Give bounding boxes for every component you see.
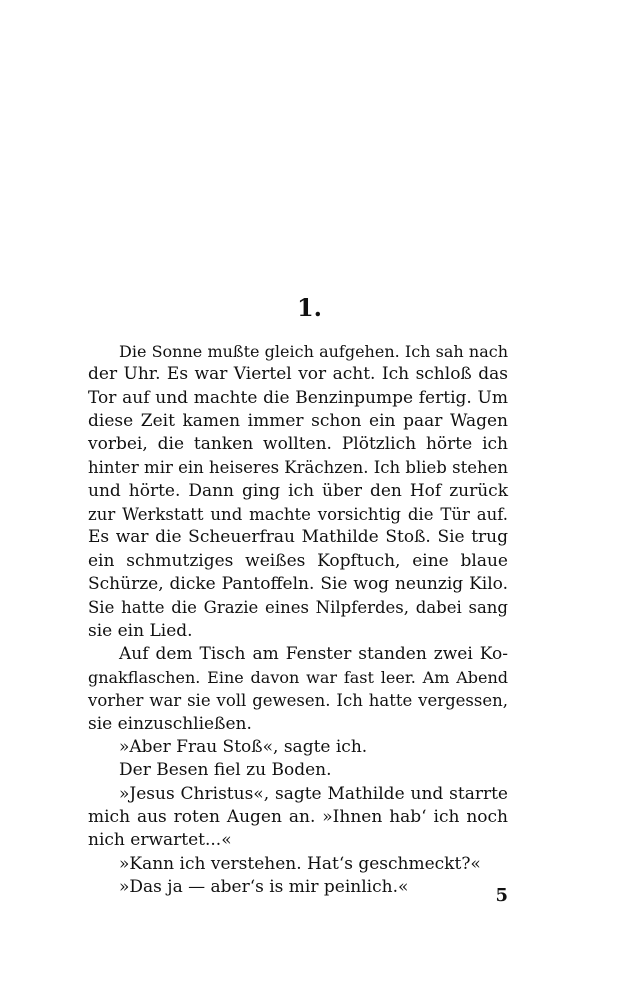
body-text [88, 340, 508, 899]
text-line: diese Zeit kamen immer schon ein paar Wagen [88, 410, 508, 431]
text-line: Schürze, dicke Pantoffeln. Sie wog neunzig Kilo. [88, 573, 508, 594]
text-line: Es war die Scheuerfrau Mathilde Stoß. Sie trug [88, 527, 508, 548]
text-line: Die Sonne mußte gleich aufgehen. Ich sah nach [119, 342, 508, 361]
chapter-title: 1. [296, 293, 323, 322]
text-line: Tor auf und machte die Benzinpumpe fertig. Um [88, 387, 508, 408]
text-line: vorbei, die tanken wollten. Plötzlich hörte ich [88, 434, 508, 455]
text-line: sie einzuschließen. [88, 713, 252, 734]
page-number: 5 [495, 885, 508, 906]
text-line: gnakflaschen. Eine davon war fast leer. Am Abend [88, 668, 508, 688]
text-line: mich aus roten Augen an. »Ihnen hab‘ ich noch [88, 806, 508, 827]
text-line: »Kann ich verstehen. Hat‘s geschmeckt?« [119, 853, 481, 874]
text-line: Auf dem Tisch am Fenster standen zwei Ko- [119, 643, 508, 664]
text-line: »Das ja — aber‘s is mir peinlich.« [119, 876, 409, 897]
text-line: ein schmutziges weißes Kopftuch, eine blaue [88, 550, 508, 571]
text-line: sie ein Lied. [88, 620, 193, 641]
text-line: »Jesus Christus«, sagte Mathilde und starrte [119, 783, 508, 804]
text-line: der Uhr. Es war Viertel vor acht. Ich schloß das [88, 364, 508, 385]
text-line: »Aber Frau Stoß«, sagte ich. [119, 737, 368, 758]
text-line: Sie hatte die Grazie eines Nilpferdes, dabei sang [88, 598, 508, 618]
text-line: zur Werkstatt und machte vorsichtig die Tür auf. [88, 505, 508, 525]
text-line: Der Besen fiel zu Boden. [119, 760, 332, 781]
text-line: und hörte. Dann ging ich über den Hof zurück [88, 480, 508, 501]
text-line: vorher war sie voll gewesen. Ich hatte vergessen, [88, 691, 508, 711]
text-line: nich erwartet...« [88, 830, 232, 851]
text-line: hinter mir ein heiseres Krächzen. Ich blieb stehen [88, 458, 508, 478]
